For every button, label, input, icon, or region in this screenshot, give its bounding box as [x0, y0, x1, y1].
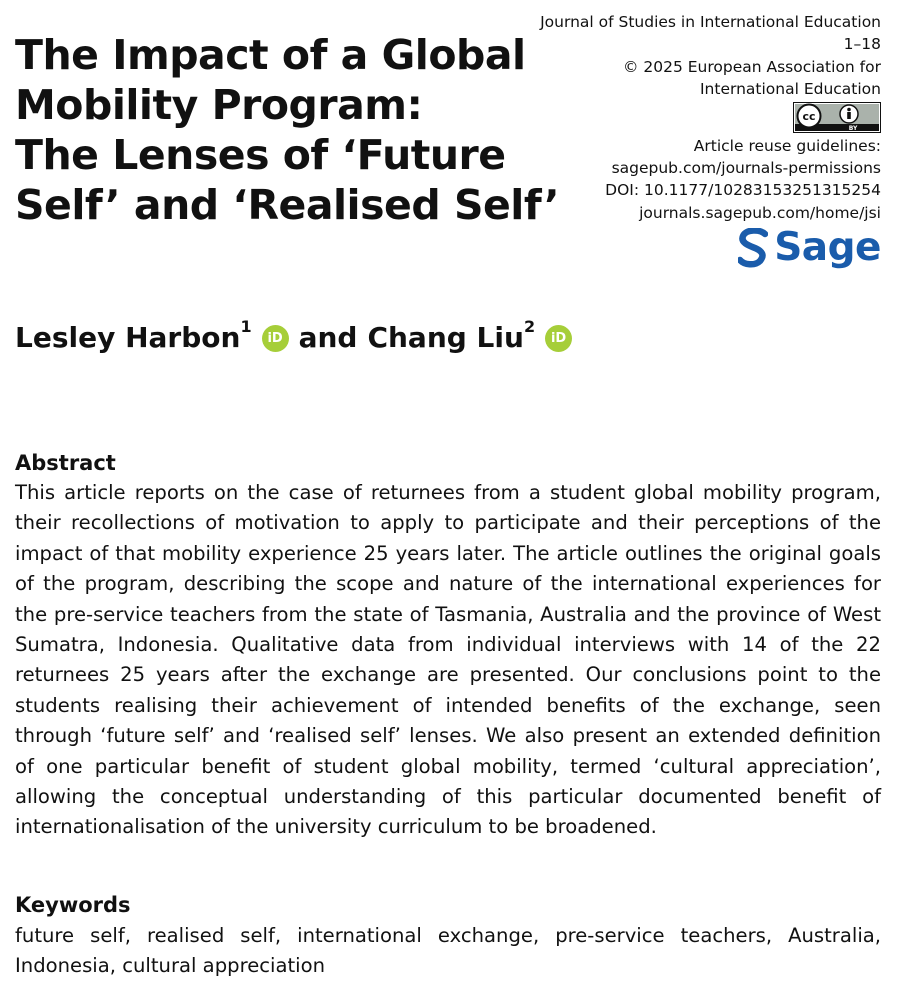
- abstract-text: This article reports on the case of returnees from a student global mobility program, their recollections of motivation to apply to participate and their perceptions of the impact of that mobility experience 25 years later. The article outlines the original goals of the program, describing the scope and nature of the international experiences for the pre-service teachers from the state of Tasmania, Australia and the province of West Sumatra, Indonesia. Qualitative data from individual interviews with 14 of the 22 returnees 25 years after the exchange are presented. Our conclusions point to the students realising their achievement of intended benefits of the exchange, seen through ‘future self’ and ‘realised self’ lenses. We also present an extended definition of one particular benefit of student global mobility, termed ‘cultural appreciation’, allowing the conceptual understanding of this particular documented benefit of internationalisation of the university curriculum to be broadened.: [15, 481, 881, 839]
- by-label: BY: [848, 124, 858, 132]
- keywords-heading: Keywords: [15, 893, 131, 917]
- cc-label: cc: [802, 109, 816, 123]
- orcid-icon[interactable]: iD: [545, 325, 572, 352]
- page-range: 1–18: [843, 35, 881, 54]
- author-name: Lesley Harbon: [15, 321, 241, 354]
- sage-logo[interactable]: [738, 226, 881, 270]
- copyright-line-cont: International Education: [699, 80, 881, 99]
- author-list: [15, 318, 582, 358]
- title-line: Self’ and ‘Realised Self’: [15, 181, 560, 229]
- journal-meta: [540, 11, 881, 224]
- doi[interactable]: DOI: 10.1177/10283153251315254: [605, 181, 881, 200]
- reuse-link[interactable]: sagepub.com/journals-permissions: [611, 159, 881, 178]
- journal-name: Journal of Studies in International Education: [540, 13, 881, 31]
- journal-url[interactable]: journals.sagepub.com/home/jsi: [639, 203, 881, 222]
- title-line: The Lenses of ‘Future: [15, 131, 506, 179]
- author-affiliation: 1: [240, 317, 252, 336]
- reuse-label: Article reuse guidelines:: [693, 136, 881, 155]
- sage-s-icon: [738, 228, 768, 268]
- orcid-icon[interactable]: iD: [262, 325, 289, 352]
- title-line: Mobility Program:: [15, 81, 423, 129]
- copyright-line: © 2025 European Association for: [622, 57, 881, 76]
- creative-commons-by-icon[interactable]: [793, 102, 881, 133]
- title-line: The Impact of a Global: [15, 31, 526, 79]
- abstract-heading: Abstract: [15, 451, 116, 475]
- sage-wordmark: Sage: [774, 225, 881, 270]
- author-name: Chang Liu: [367, 321, 524, 354]
- keywords-text: future self, realised self, international exchange, pre-service teachers, Australia, Indonesia, cultural appreciation: [15, 924, 881, 978]
- article-title: [15, 30, 560, 230]
- author-affiliation: 2: [523, 317, 536, 336]
- author-separator: and: [298, 321, 358, 354]
